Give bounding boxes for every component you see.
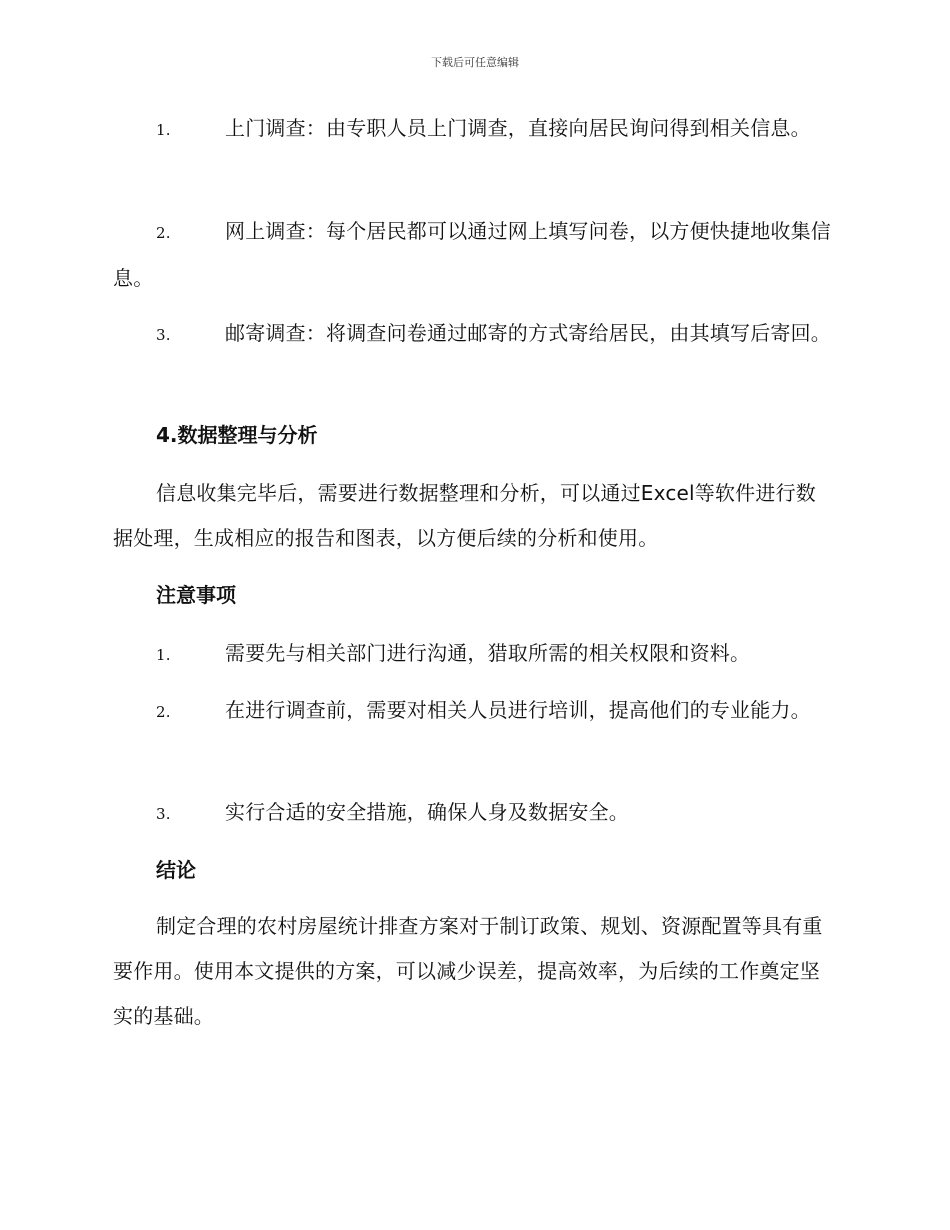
list-text: 需要先与相关部门进行沟通，猎取所需的相关权限和资料。 bbox=[225, 641, 751, 665]
list-text: 实行合适的安全措施，确保人身及数据安全。 bbox=[225, 800, 629, 824]
survey-method-item bbox=[113, 209, 835, 301]
list-text: 邮寄调查：将调查问卷通过邮寄的方式寄给居民，由其填写后寄回。 bbox=[225, 321, 831, 345]
list-number: 2. bbox=[156, 703, 171, 721]
section-heading: 结论 bbox=[156, 858, 196, 882]
section-heading: 4.数据整理与分析 bbox=[156, 423, 318, 447]
note-item bbox=[113, 631, 835, 678]
section-heading: 注意事项 bbox=[156, 583, 236, 607]
list-number: 3. bbox=[156, 805, 171, 823]
list-number: 1. bbox=[156, 121, 171, 139]
list-number: 1. bbox=[156, 646, 171, 664]
list-text: 上门调查：由专职人员上门调查，直接向居民询问得到相关信息。 bbox=[225, 116, 811, 140]
page-header: 下载后可任意编辑 bbox=[431, 56, 519, 69]
survey-method-item bbox=[113, 311, 835, 358]
list-number: 3. bbox=[156, 326, 171, 344]
list-number: 2. bbox=[156, 224, 171, 242]
note-item bbox=[113, 688, 835, 735]
list-text: 在进行调查前，需要对相关人员进行培训，提高他们的专业能力。 bbox=[225, 698, 811, 722]
survey-method-item bbox=[113, 106, 835, 153]
list-text: 网上调查：每个居民都可以通过网上填写问卷，以方便快捷地收集信息。 bbox=[113, 219, 831, 290]
note-item bbox=[113, 790, 835, 837]
section-paragraph: 制定合理的农村房屋统计排查方案对于制订政策、规划、资源配置等具有重要作用。使用本文提供的方案，可以减少误差，提高效率，为后续的工作奠定坚实的基础。 bbox=[113, 914, 823, 1028]
section-paragraph: 信息收集完毕后，需要进行数据整理和分析，可以通过Excel等软件进行数据处理，生成相应的报告和图表，以方便后续的分析和使用。 bbox=[113, 481, 816, 550]
